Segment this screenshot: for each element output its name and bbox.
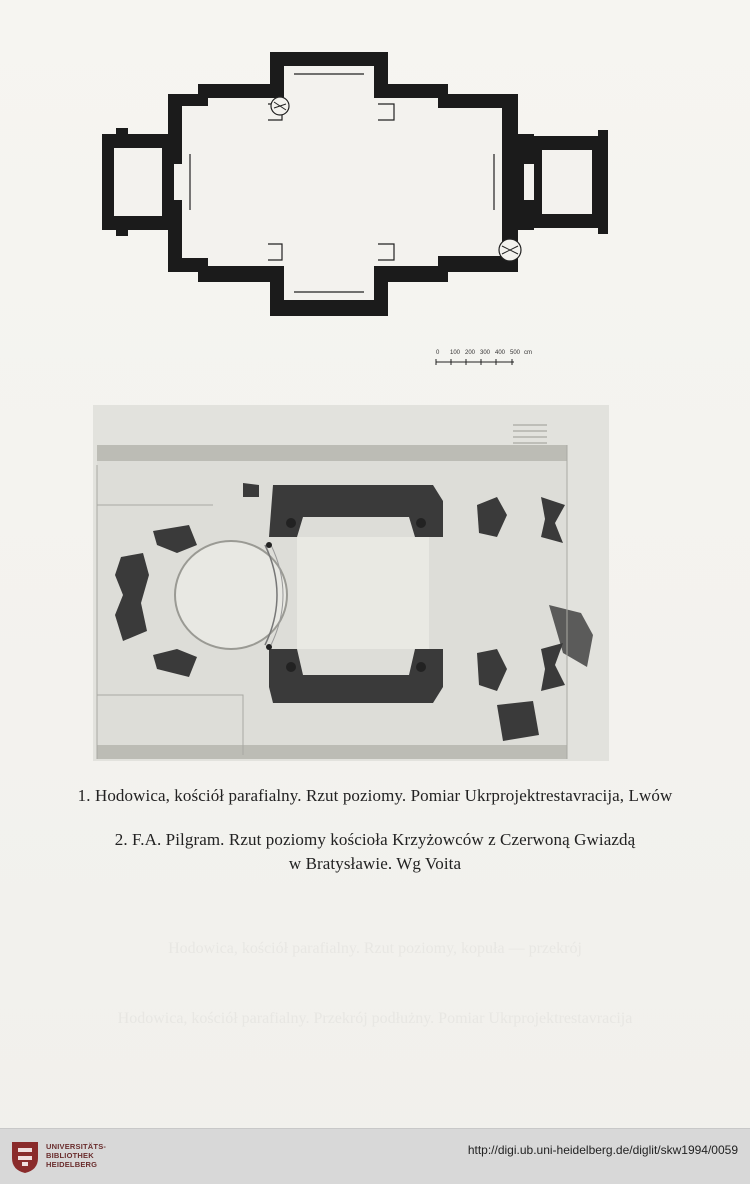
scale-tick-label: 300 [480,350,491,356]
scale-tick-label: 400 [495,350,506,356]
floor-plan-figure-2 [93,405,609,761]
footer-bar [0,1128,750,1184]
library-logo[interactable] [10,1138,120,1176]
library-logo-icon [10,1140,40,1174]
document-page: 0 100 200 300 400 500 cm Hodowica, kościół parafialny. Rzut poziomy, kopuła — przekrój Hodowica, kościół parafialny. Przekrój podłużny. Pomiar Ukrprojektrestavracija 1. Hodowica, kościół parafialny. Rzut poziomy. Pomiar Ukrprojektrestavracija, Lwów 2. F.A. Pilgram. Rzut poziomy kościoła Krzyżowców z Czerwoną Gwiazdą w Bratysławie. Wg Voita UNIVERSITÄTS- BIBLIOTHEK HEIDELBERG http://digi.ub.uni-heidelberg.de/diglit/skw1994/0059 [0,0,750,1184]
logo-line: HEIDELBERG [46,1160,98,1169]
figure-1-caption: 1. Hodowica, kościół parafialny. Rzut poziomy. Pomiar Ukrprojektrestavracija, Lwów [77,786,673,805]
library-logo-text [46,1142,106,1169]
scale-tick-label: 200 [465,350,476,356]
figure-2-caption-line-1: 2. F.A. Pilgram. Rzut poziomy kościoła Krzyżowców z Czerwoną Gwiazdą [114,830,636,849]
scale-tick-label: 100 [450,350,461,356]
floor-plan-figure-1 [98,44,610,326]
figure-2-caption-line-2: w Bratysławie. Wg Voita [288,854,462,873]
logo-line: UNIVERSITÄTS- [46,1142,107,1151]
logo-line: BIBLIOTHEK [46,1151,94,1160]
scale-tick-label: cm [524,350,532,356]
scale-bar [432,344,552,374]
scale-tick-label: 500 [510,350,521,356]
scale-tick-label: 0 [436,350,440,356]
permalink-url[interactable]: http://digi.ub.uni-heidelberg.de/diglit/skw1994/0059 [467,1143,738,1157]
